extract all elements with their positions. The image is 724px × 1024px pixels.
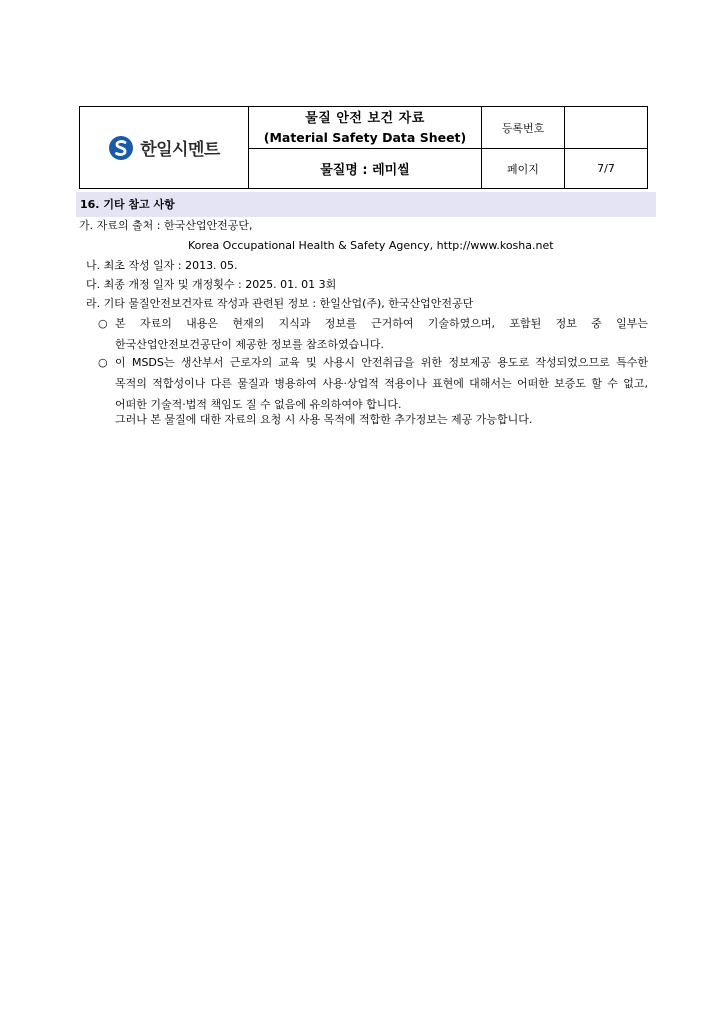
bullet-marker: ○ [98,317,108,330]
company-name: 한일시멘트 [140,140,220,160]
closing-note: 그러나 본 물질에 대한 자료의 요청 시 사용 목적에 적합한 추가정보는 제공 가능합니다. [115,413,533,426]
logo-cell [80,107,249,189]
source-line: 가. 자료의 출처 : 한국산업안전공단, [79,219,253,232]
page-label: 페이지 [482,149,565,189]
document-title-korean: 물질 안전 보건 자료 [305,110,425,126]
company-logo-icon [108,135,134,161]
note-paragraph-2: 이 MSDS는 생산부서 근로자의 교육 및 사용시 안전취급을 위한 정보제공 용도로 작성되었으므로 특수한 목적의 적합성이나 다른 물질과 병용하여 사용·상업적 적용이나 표현에 대해서는 어떠한 보증도 할 수 없고, 어떠한 기술적·법적 책임도 질 수 없음에 유의하여야 합니다. [115,356,648,411]
bullet-marker: ○ [98,356,108,369]
last-revised-date: 다. 최종 개정 일자 및 개정횟수 : 2025. 01. 01 3회 [86,278,337,291]
msds-header-table [79,106,648,189]
other-info: 라. 기타 물질안전보건자료 작성과 관련된 정보 : 한일산업(주), 한국산업안전공단 [86,297,474,310]
registration-number-value [565,107,648,149]
source-agency: Korea Occupational Health & Safety Agency, http://www.kosha.net [188,239,554,252]
first-written-date: 나. 최초 작성 일자 : 2013. 05. [86,259,238,272]
material-name: 물질명 : 레미씰 [249,149,482,189]
title-cell [249,107,482,149]
note-paragraph-1: 본 자료의 내용은 현재의 지식과 정보를 근거하여 기술하였으며, 포함된 정보 중 일부는 한국산업안전보건공단이 제공한 정보를 참조하였습니다. [115,317,648,351]
section-heading: 16. 기타 참고 사항 [76,192,656,217]
registration-number-label: 등록번호 [482,107,565,149]
company-logo [80,135,248,161]
page-number: 7/7 [565,149,648,189]
document-title-english: (Material Safety Data Sheet) [263,129,467,145]
